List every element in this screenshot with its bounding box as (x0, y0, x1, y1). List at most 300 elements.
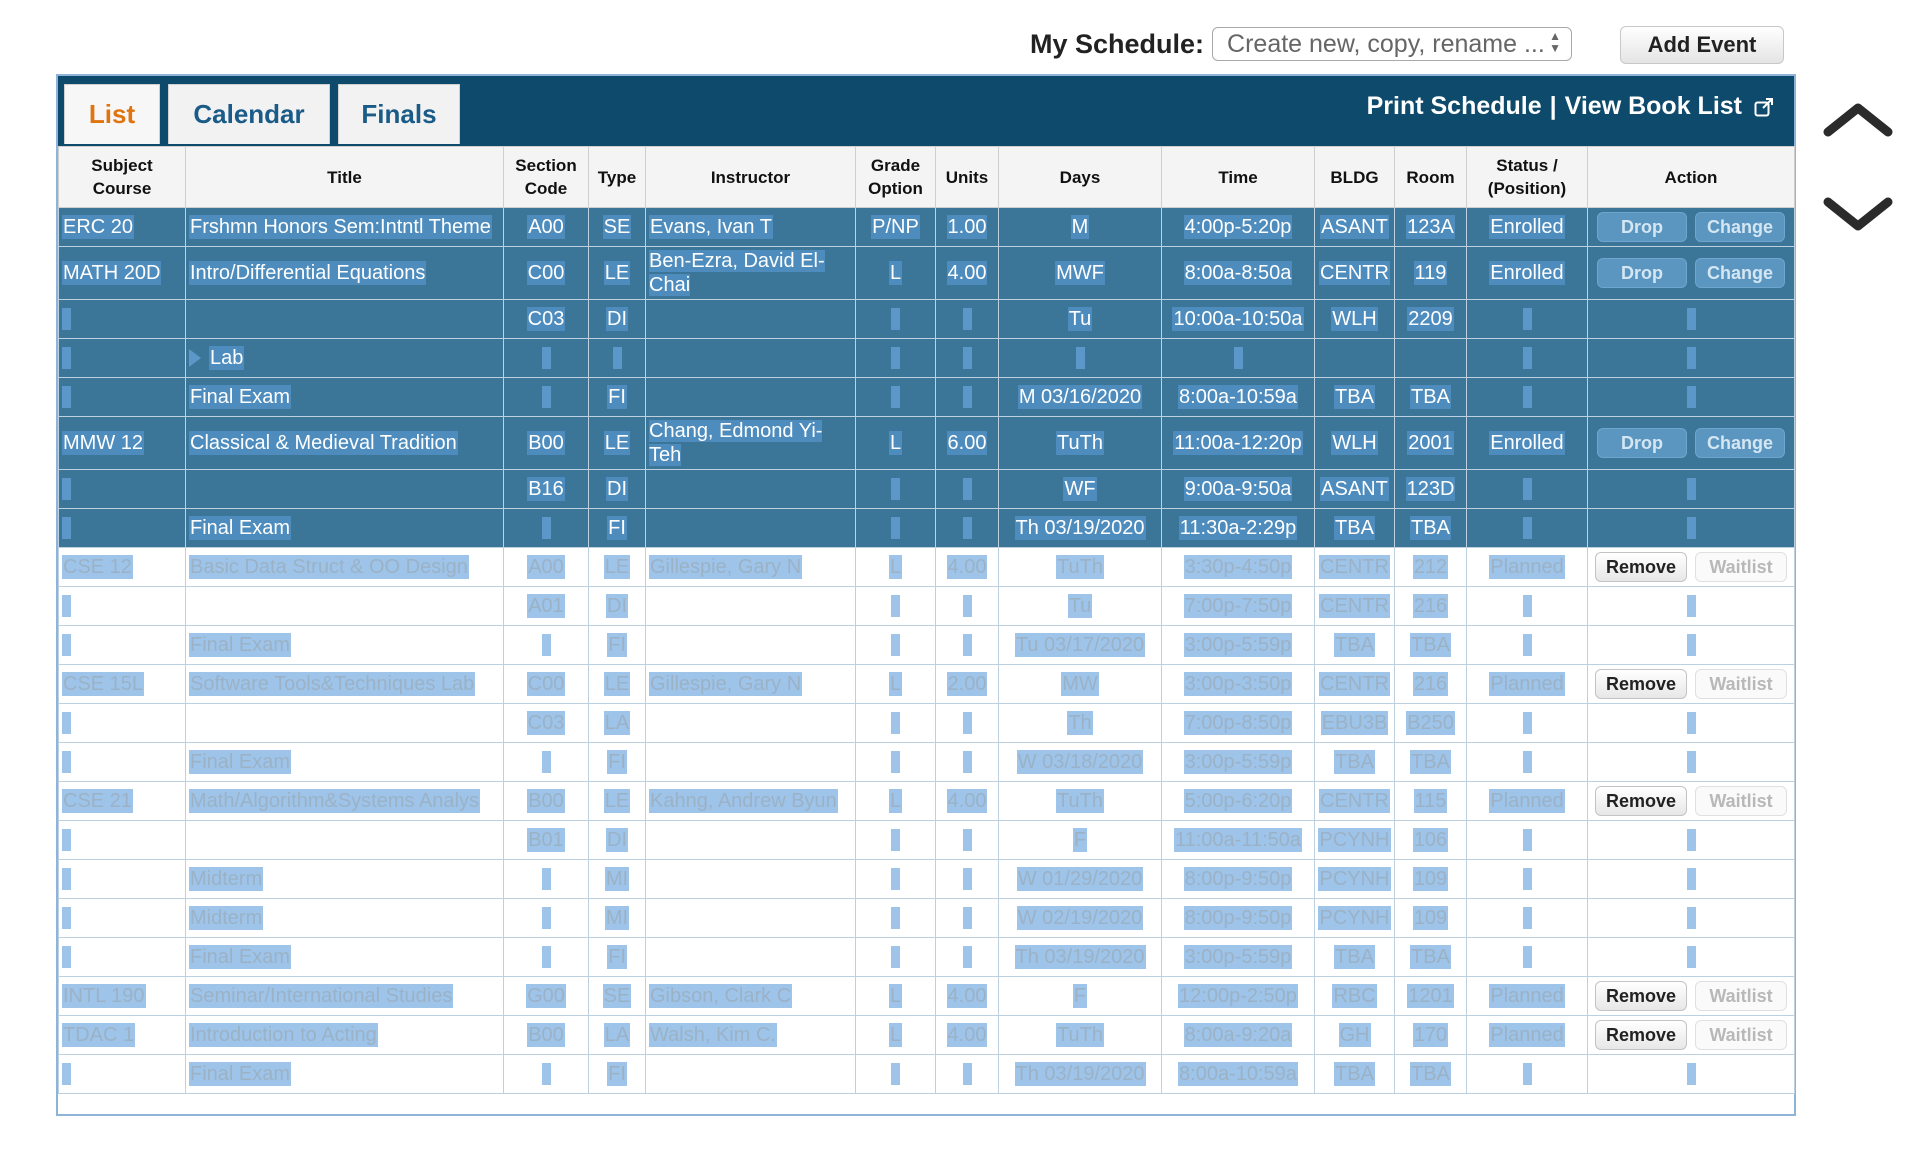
type-value: FI (608, 1062, 626, 1085)
table-row (59, 782, 1795, 821)
selection-stub (1687, 712, 1696, 734)
cell-section (504, 1016, 589, 1055)
grade-value: P/NP (872, 215, 919, 238)
type-value: FI (608, 945, 626, 968)
bldg-value: ASANT (1321, 477, 1388, 500)
col-status[interactable]: Status / (Position) (1467, 147, 1588, 208)
cell-type (589, 300, 646, 339)
cell-time (1162, 899, 1315, 938)
selection-stub (1523, 517, 1532, 539)
selection-stub (1234, 347, 1243, 369)
cell-time (1162, 509, 1315, 548)
selection-stub (1523, 907, 1532, 929)
schedule-table (58, 146, 1795, 1094)
days-value: Th 03/19/2020 (1015, 516, 1145, 539)
row-actions (1591, 1020, 1791, 1050)
link-separator: | (1549, 92, 1557, 120)
title-value: Introduction to Acting (190, 1023, 377, 1046)
cell-bldg (1315, 782, 1395, 821)
cell-days (999, 899, 1162, 938)
selection-stub (1523, 946, 1532, 968)
cell-type (589, 378, 646, 417)
cell-status (1467, 938, 1588, 977)
time-value: 8:00p-9:50p (1184, 867, 1292, 890)
cell-title (186, 704, 504, 743)
remove-button[interactable]: Remove (1595, 981, 1687, 1011)
cell-bldg (1315, 860, 1395, 899)
cell-course (59, 378, 186, 417)
cell-action (1588, 247, 1795, 300)
days-value: TuTh (1057, 789, 1103, 812)
cell-bldg (1315, 938, 1395, 977)
table-row (59, 1055, 1795, 1094)
cell-room (1395, 860, 1467, 899)
cell-action (1588, 548, 1795, 587)
days-value: Tu (1068, 594, 1092, 617)
room-value: 106 (1413, 828, 1448, 851)
cell-status (1467, 509, 1588, 548)
bldg-value: GH (1339, 1023, 1370, 1046)
selection-stub (62, 517, 71, 539)
course-value: MMW 12 (63, 431, 143, 454)
drop-button[interactable]: Drop (1597, 428, 1687, 458)
cell-days (999, 782, 1162, 821)
tab-calendar[interactable]: Calendar (168, 84, 330, 144)
bldg-value: EBU3B (1321, 711, 1388, 734)
row-actions (1591, 212, 1791, 242)
cell-days (999, 247, 1162, 300)
cell-course (59, 509, 186, 548)
cell-time (1162, 1016, 1315, 1055)
selection-stub (963, 308, 972, 330)
col-days[interactable]: Days (999, 147, 1162, 208)
type-value: LE (604, 261, 630, 284)
waitlist-button[interactable]: Waitlist (1695, 552, 1787, 582)
cell-time (1162, 1055, 1315, 1094)
time-value: 12:00p-2:50p (1179, 984, 1297, 1007)
col-units[interactable]: Units (936, 147, 999, 208)
tab-finals[interactable]: Finals (338, 84, 460, 144)
section-value: B01 (528, 828, 564, 851)
add-event-button[interactable]: Add Event (1620, 26, 1784, 64)
section-value: A00 (528, 555, 564, 578)
type-value: DI (607, 477, 627, 500)
remove-button[interactable]: Remove (1595, 669, 1687, 699)
room-value: 216 (1413, 594, 1448, 617)
cell-type (589, 782, 646, 821)
cell-instructor (646, 208, 856, 247)
selection-stub (891, 634, 900, 656)
cell-time (1162, 208, 1315, 247)
cell-units (936, 300, 999, 339)
title-value: Final Exam (190, 750, 291, 773)
cell-title (186, 899, 504, 938)
cell-course (59, 208, 186, 247)
section-value: C00 (527, 261, 565, 284)
selection-stub (891, 1063, 900, 1085)
time-value: 3:00p-3:50p (1184, 672, 1292, 695)
cell-course (59, 1016, 186, 1055)
cell-days (999, 860, 1162, 899)
selection-stub (542, 751, 551, 773)
cell-title (186, 782, 504, 821)
cell-action (1588, 899, 1795, 938)
status-value: Enrolled (1490, 261, 1564, 284)
bldg-value: TBA (1335, 633, 1374, 656)
drop-button[interactable]: Drop (1597, 258, 1687, 288)
cell-bldg (1315, 626, 1395, 665)
units-value: 4.00 (947, 1023, 987, 1046)
cell-section (504, 743, 589, 782)
selection-stub (891, 868, 900, 890)
units-value: 4.00 (947, 555, 987, 578)
cell-bldg (1315, 417, 1395, 470)
cell-status (1467, 860, 1588, 899)
selection-stub (891, 946, 900, 968)
grade-value: L (889, 984, 902, 1007)
cell-course (59, 300, 186, 339)
remove-button[interactable]: Remove (1595, 1020, 1687, 1050)
cell-grade (856, 339, 936, 378)
cell-type (589, 587, 646, 626)
section-value: B00 (528, 431, 564, 454)
bldg-value: RBC (1333, 984, 1376, 1007)
cell-grade (856, 417, 936, 470)
cell-units (936, 1016, 999, 1055)
waitlist-button[interactable]: Waitlist (1695, 981, 1787, 1011)
waitlist-button[interactable]: Waitlist (1695, 669, 1787, 699)
cell-units (936, 704, 999, 743)
cell-status (1467, 470, 1588, 509)
days-value: M (1071, 215, 1089, 238)
days-value: Tu (1068, 307, 1092, 330)
selection-stub (542, 634, 551, 656)
cell-room (1395, 704, 1467, 743)
col-room[interactable]: Room (1395, 147, 1467, 208)
waitlist-button[interactable]: Waitlist (1695, 1020, 1787, 1050)
row-actions (1591, 786, 1791, 816)
col-section-code[interactable]: Section Code (504, 147, 589, 208)
cell-title (186, 548, 504, 587)
cell-type (589, 938, 646, 977)
schedule-select[interactable] (1212, 27, 1572, 61)
cell-status (1467, 1016, 1588, 1055)
expand-arrow-icon[interactable] (189, 349, 201, 367)
cell-type (589, 1055, 646, 1094)
selection-stub (1687, 634, 1696, 656)
cell-title (186, 860, 504, 899)
time-value: 7:00p-7:50p (1184, 594, 1292, 617)
time-value: 7:00p-8:50p (1184, 711, 1292, 734)
bldg-value: TBA (1335, 516, 1374, 539)
change-button[interactable]: Change (1695, 258, 1785, 288)
schedule-select-placeholder: Create new, copy, rename ... (1227, 29, 1545, 58)
col-time[interactable]: Time (1162, 147, 1315, 208)
cell-action (1588, 977, 1795, 1016)
cell-grade (856, 1016, 936, 1055)
cell-time (1162, 743, 1315, 782)
cell-units (936, 1055, 999, 1094)
units-value: 4.00 (947, 261, 987, 284)
selection-stub (1523, 386, 1532, 408)
selection-stub (542, 946, 551, 968)
selection-stub (1687, 308, 1696, 330)
time-value: 11:30a-2:29p (1179, 516, 1297, 539)
title-value: Intro/Differential Equations (190, 261, 426, 284)
col-subject-course[interactable]: Subject Course (59, 147, 186, 208)
cell-type (589, 821, 646, 860)
table-row (59, 587, 1795, 626)
selection-stub (62, 751, 71, 773)
cell-action (1588, 509, 1795, 548)
time-value: 8:00a-10:59a (1179, 1062, 1297, 1085)
table-row (59, 300, 1795, 339)
section-value: C03 (527, 307, 565, 330)
title-value: Classical & Medieval Tradition (190, 431, 457, 454)
remove-button[interactable]: Remove (1595, 552, 1687, 582)
table-row (59, 378, 1795, 417)
cell-grade (856, 247, 936, 300)
time-value: 10:00a-10:50a (1173, 307, 1303, 330)
grade-value: L (889, 672, 902, 695)
type-value: LA (604, 711, 630, 734)
section-value: B00 (528, 789, 564, 812)
title-value: Final Exam (190, 1062, 291, 1085)
cell-section (504, 417, 589, 470)
instructor-value: Gibson, Clark C (650, 984, 792, 1007)
table-row (59, 938, 1795, 977)
cell-type (589, 704, 646, 743)
cell-time (1162, 938, 1315, 977)
cell-grade (856, 509, 936, 548)
instructor-value: Kahng, Andrew Byun (650, 789, 837, 812)
title-value: Midterm (190, 906, 263, 929)
cell-instructor (646, 247, 856, 300)
col-instructor[interactable]: Instructor (646, 147, 856, 208)
cell-course (59, 339, 186, 378)
cell-title (186, 665, 504, 704)
cell-units (936, 548, 999, 587)
cell-room (1395, 1016, 1467, 1055)
selection-stub (62, 829, 71, 851)
selection-stub (1523, 868, 1532, 890)
days-value: TuTh (1057, 431, 1103, 454)
cell-title (186, 938, 504, 977)
selection-stub (891, 829, 900, 851)
cell-days (999, 587, 1162, 626)
cell-status (1467, 821, 1588, 860)
selection-stub (963, 386, 972, 408)
cell-section (504, 626, 589, 665)
type-value: DI (607, 828, 627, 851)
cell-days (999, 548, 1162, 587)
cell-action (1588, 208, 1795, 247)
course-value: INTL 190 (63, 984, 145, 1007)
room-value: TBA (1411, 750, 1450, 773)
cell-time (1162, 300, 1315, 339)
cell-section (504, 247, 589, 300)
cell-action (1588, 1055, 1795, 1094)
cell-status (1467, 300, 1588, 339)
cell-course (59, 938, 186, 977)
selection-stub (1687, 347, 1696, 369)
cell-action (1588, 782, 1795, 821)
cell-room (1395, 470, 1467, 509)
drop-button[interactable]: Drop (1597, 212, 1687, 242)
cell-status (1467, 378, 1588, 417)
print-schedule-link[interactable]: Print Schedule (1366, 92, 1542, 120)
title-value: Frshmn Honors Sem:Intntl Theme (190, 215, 491, 238)
cell-days (999, 821, 1162, 860)
cell-days (999, 665, 1162, 704)
type-value: DI (607, 594, 627, 617)
selection-stub (963, 751, 972, 773)
waitlist-button[interactable]: Waitlist (1695, 786, 1787, 816)
course-value: ERC 20 (63, 215, 134, 238)
bldg-value: CENTR (1320, 261, 1389, 284)
cell-section (504, 704, 589, 743)
cell-time (1162, 860, 1315, 899)
selection-stub (1523, 829, 1532, 851)
selection-stub (963, 1063, 972, 1085)
remove-button[interactable]: Remove (1595, 786, 1687, 816)
cell-units (936, 743, 999, 782)
table-row (59, 509, 1795, 548)
selection-stub (891, 517, 900, 539)
cell-course (59, 1055, 186, 1094)
cell-days (999, 417, 1162, 470)
change-button[interactable]: Change (1695, 428, 1785, 458)
bldg-value: CENTR (1320, 789, 1389, 812)
external-link-icon[interactable] (1754, 97, 1774, 117)
selection-stub (963, 634, 972, 656)
time-value: 9:00a-9:50a (1184, 477, 1292, 500)
cell-time (1162, 977, 1315, 1016)
units-value: 4.00 (947, 789, 987, 812)
cell-section (504, 378, 589, 417)
status-value: Planned (1490, 789, 1564, 812)
cell-time (1162, 247, 1315, 300)
bldg-value: CENTR (1320, 594, 1389, 617)
cell-type (589, 899, 646, 938)
cell-days (999, 743, 1162, 782)
table-row (59, 977, 1795, 1016)
schedule-header-band (58, 76, 1794, 146)
selection-stub (963, 712, 972, 734)
selection-stub (542, 868, 551, 890)
cell-type (589, 339, 646, 378)
cell-type (589, 470, 646, 509)
scroll-up-chevron-icon[interactable] (1822, 100, 1894, 140)
cell-instructor (646, 548, 856, 587)
time-value: 8:00p-9:50p (1184, 906, 1292, 929)
cell-units (936, 509, 999, 548)
table-row (59, 247, 1795, 300)
section-value: C03 (527, 711, 565, 734)
selection-stub (1523, 595, 1532, 617)
selection-stub (1687, 595, 1696, 617)
table-row (59, 417, 1795, 470)
selection-stub (542, 517, 551, 539)
cell-room (1395, 899, 1467, 938)
cell-status (1467, 1055, 1588, 1094)
instructor-value: Gillespie, Gary N (650, 555, 802, 578)
view-book-list-link[interactable]: View Book List (1564, 92, 1742, 120)
cell-section (504, 339, 589, 378)
cell-time (1162, 587, 1315, 626)
cell-grade (856, 782, 936, 821)
row-actions (1591, 258, 1791, 288)
cell-units (936, 378, 999, 417)
cell-course (59, 470, 186, 509)
days-value: W 02/19/2020 (1017, 906, 1143, 929)
selection-stub (62, 386, 71, 408)
cell-title (186, 1055, 504, 1094)
col-action: Action (1588, 147, 1795, 208)
cell-course (59, 587, 186, 626)
cell-units (936, 782, 999, 821)
cell-time (1162, 417, 1315, 470)
cell-bldg (1315, 208, 1395, 247)
selection-stub (963, 347, 972, 369)
col-type[interactable]: Type (589, 147, 646, 208)
title-value: Final Exam (190, 633, 291, 656)
col-title[interactable]: Title (186, 147, 504, 208)
cell-section (504, 300, 589, 339)
tab-list[interactable]: List (64, 84, 160, 144)
cell-action (1588, 626, 1795, 665)
days-value: Th 03/19/2020 (1015, 1062, 1145, 1085)
cell-title (186, 470, 504, 509)
cell-time (1162, 378, 1315, 417)
selection-stub (1076, 347, 1085, 369)
selection-stub (1687, 868, 1696, 890)
col-bldg[interactable]: BLDG (1315, 147, 1395, 208)
table-row (59, 860, 1795, 899)
cell-instructor (646, 470, 856, 509)
cell-days (999, 704, 1162, 743)
change-button[interactable]: Change (1695, 212, 1785, 242)
scroll-down-chevron-icon[interactable] (1822, 194, 1894, 234)
room-value: 123D (1406, 477, 1455, 500)
selection-stub (1687, 478, 1696, 500)
cell-room (1395, 782, 1467, 821)
cell-section (504, 587, 589, 626)
cell-type (589, 247, 646, 300)
col-grade-option[interactable]: Grade Option (856, 147, 936, 208)
cell-instructor (646, 704, 856, 743)
cell-instructor (646, 626, 856, 665)
room-value: 119 (1414, 261, 1447, 284)
cell-title (186, 587, 504, 626)
type-value: LE (604, 789, 630, 812)
cell-status (1467, 548, 1588, 587)
status-value: Enrolled (1490, 215, 1564, 238)
cell-section (504, 665, 589, 704)
type-value: DI (607, 307, 627, 330)
cell-instructor (646, 339, 856, 378)
selection-stub (542, 386, 551, 408)
type-value: LA (604, 1023, 630, 1046)
cell-grade (856, 743, 936, 782)
cell-units (936, 417, 999, 470)
cell-action (1588, 743, 1795, 782)
cell-bldg (1315, 821, 1395, 860)
my-schedule-label: My Schedule: (1030, 28, 1205, 59)
selection-stub (62, 308, 71, 330)
row-actions (1591, 981, 1791, 1011)
days-value: Tu 03/17/2020 (1015, 633, 1145, 656)
